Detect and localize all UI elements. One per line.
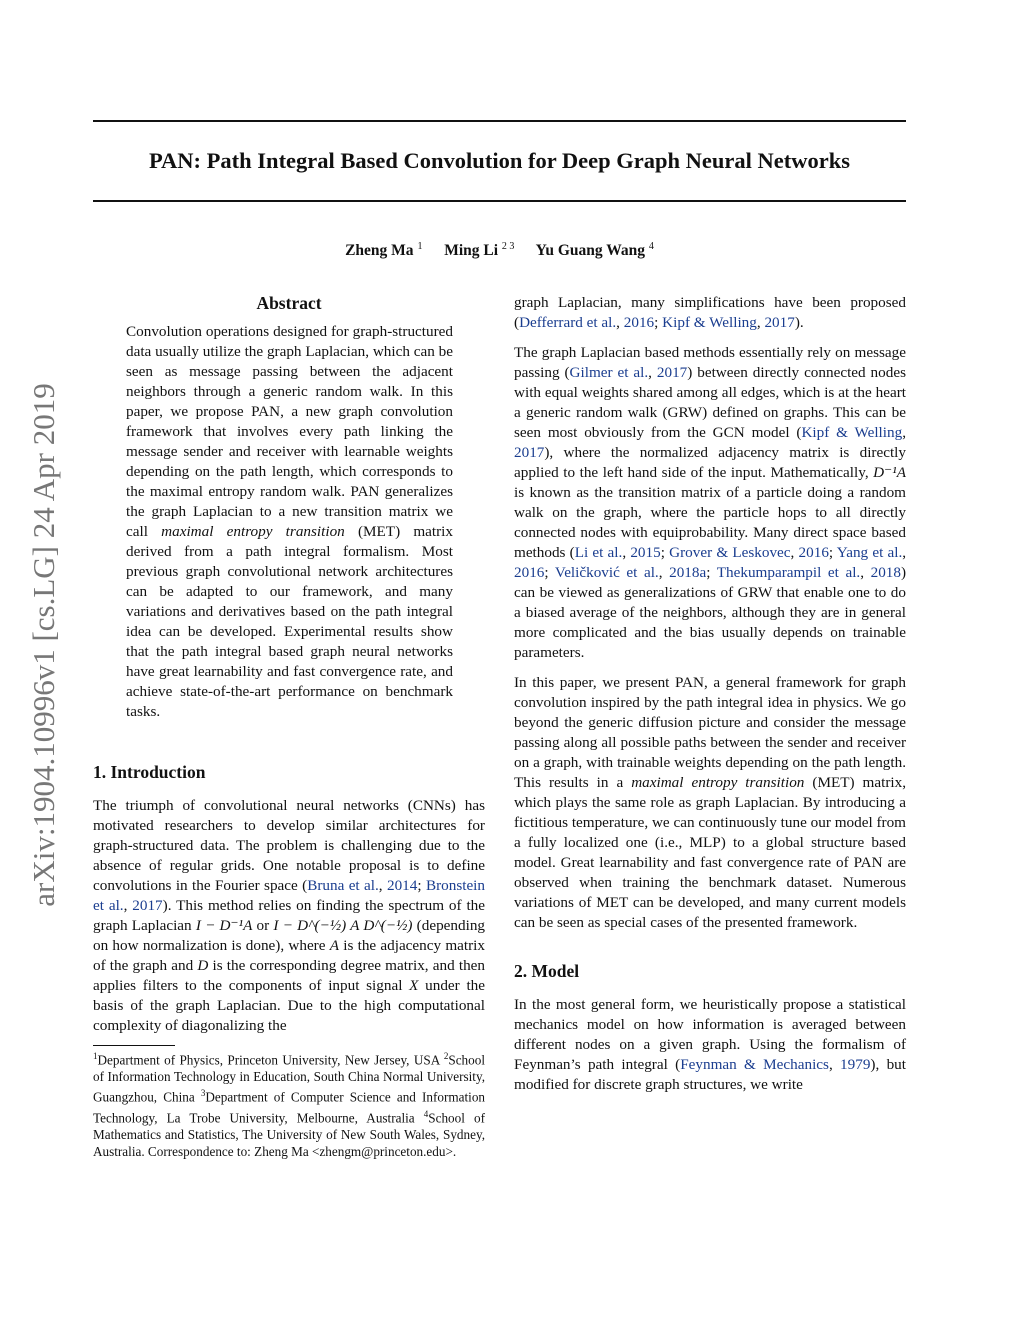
text-run: ) can be viewed as generalizations of GRW that enable one to do a biased average of the neighbors, although they are in general more complicated and the bias usually depends on trainable parameters. xyxy=(514,564,907,661)
text-run: , xyxy=(902,424,906,441)
abstract-text-part: (MET) matrix derived from a path integral formalism. Most previous graph convolutional network architectures can be adapted to our framework, and many variations and derivatives based on the path integral idea can be developed. Experimental results show that the path integral based graph neural networks have great learnability and fast convergence rate, and achieve state-of-the-art performance on benchmark tasks. xyxy=(126,523,453,720)
footnote-marker: 4 xyxy=(423,1108,429,1119)
body-paragraph xyxy=(514,995,906,1095)
text-run: is the adjacency matrix of the graph and xyxy=(93,937,485,974)
footnote-text: School of Mathematics and Statistics, The University of New South Wales, Sydney, Australia. Correspondence to: Zheng Ma <zhengm@princeton.edu>. xyxy=(93,1110,485,1160)
citation-link[interactable]: Bronstein et al. xyxy=(93,877,485,914)
abstract-heading: Abstract xyxy=(256,293,322,313)
citation-link[interactable]: 2017 xyxy=(764,314,795,331)
text-run: ), but modified for discrete graph structures, we write xyxy=(514,1056,906,1093)
body-paragraph xyxy=(514,343,906,663)
text-run: , xyxy=(756,314,765,331)
introduction-paragraph xyxy=(93,796,485,1036)
emphasis-text: maximal entropy transition xyxy=(631,774,805,791)
footnote-marker: 3 xyxy=(200,1088,206,1099)
citation-link[interactable]: Kipf & Welling xyxy=(801,424,903,441)
author-name: Yu Guang Wang xyxy=(535,242,646,260)
citation-link[interactable]: 1979 xyxy=(840,1056,871,1073)
citation-link[interactable]: Gilmer et al. xyxy=(569,364,649,381)
text-run: ). This method relies on finding the spectrum of the graph Laplacian xyxy=(93,897,486,934)
citation-link[interactable]: 2017 xyxy=(656,364,688,381)
equation: I − D^(−½) A D^(−½) xyxy=(273,917,413,934)
section-heading-introduction: 1. Introduction xyxy=(93,762,206,782)
citation-link[interactable]: 2016 xyxy=(623,314,655,331)
text-run: In the most general form, we heuristically propose a statistical mechanics model on how information is averaged between different nodes on a given graph. Using the formalism of Feynman’s path integral ( xyxy=(514,996,906,1073)
affiliation-footnote xyxy=(93,1048,485,1160)
text-run: ) between directly connected nodes with equal weights shared among all edges, which is at the heart a generic random walk (GRW) defined on graphs. This can be seen most obviously from the GCN model ( xyxy=(514,364,906,441)
text-run: ; xyxy=(654,314,663,331)
footnote-marker: 2 xyxy=(443,1051,449,1061)
paper-title: PAN: Path Integral Based Convolution for Deep Graph Neural Networks xyxy=(148,148,850,173)
text-run: ; xyxy=(828,544,837,561)
arxiv-stamp-text: arXiv:1904.10996v1 [cs.LG] 24 Apr 2019 xyxy=(26,383,61,907)
abstract-text xyxy=(126,322,453,722)
text-run: , xyxy=(658,564,670,581)
author-list xyxy=(93,236,906,262)
math-variable: D xyxy=(197,957,209,974)
right-column xyxy=(514,293,906,1095)
text-run: ), where the normalized adjacency matrix is directly applied to the left hand side of the input. Mathematically, xyxy=(514,444,906,481)
text-run: ; xyxy=(417,877,426,894)
citation-link[interactable]: 2017 xyxy=(132,897,163,914)
text-run: , xyxy=(828,1056,841,1073)
text-run: In this paper, we present PAN, a general framework for graph convolution inspired by the path integral idea in physics. We go beyond the generic diffusion picture and consider the message passing along all possible paths between the sender and receiver on a graph, with trainable weights depending on the path length. This results in a xyxy=(514,674,906,791)
text-run: , xyxy=(616,314,624,331)
left-column xyxy=(93,290,485,1036)
author-affiliation: 4 xyxy=(648,241,654,252)
text-run: (depending on how normalization is done), where xyxy=(93,917,486,954)
title-bottom-rule xyxy=(93,200,906,202)
text-run: , xyxy=(648,364,657,381)
text-run: , xyxy=(790,544,799,561)
citation-link[interactable]: 2017 xyxy=(514,444,545,461)
body-paragraph xyxy=(514,293,906,333)
text-run: under the basis of the graph Laplacian. Due to the high computational complexity of diagonalizing the xyxy=(93,977,485,1034)
footnote-text: Department of Computer Science and Information Technology, La Trobe University, Melbourne, Australia xyxy=(93,1089,486,1126)
citation-link[interactable]: Kipf & Welling xyxy=(662,314,757,331)
text-run: , xyxy=(860,564,871,581)
abstract-emphasis: maximal entropy transition xyxy=(161,523,345,540)
equation: I − D⁻¹A xyxy=(195,917,253,934)
author-affiliation: 2 3 xyxy=(501,241,515,252)
footnote-text: School of Information Technology in Education, South China Normal University, Guangzhou, China xyxy=(93,1052,485,1105)
author-affiliation: 1 xyxy=(417,241,423,252)
text-run: is the corresponding degree matrix, and then applies filters to the components of input signal xyxy=(93,957,485,994)
footnote-rule xyxy=(93,1045,175,1046)
title-top-rule xyxy=(93,120,906,122)
text-run: , xyxy=(902,544,907,561)
citation-link[interactable]: 2016 xyxy=(514,564,545,581)
text-run: , xyxy=(622,544,631,561)
citation-link[interactable]: Yang et al. xyxy=(836,544,903,561)
footnote-text: Department of Physics, Princeton University, New Jersey, USA xyxy=(97,1052,444,1068)
text-run: ; xyxy=(544,564,555,581)
citation-link[interactable]: 2018a xyxy=(669,564,707,581)
text-run: or xyxy=(252,917,274,934)
math-variable: A xyxy=(329,937,339,954)
abstract-text-part: Convolution operations designed for graph-structured data usually utilize the graph Laplacian, which can be seen as message passing between the adjacent neighbors through a generic random walk. In this paper, we propose PAN, a new graph convolution framework that involves every path linking the message sender and receiver with learnable weights depending on the path length, which corresponds to the maximal entropy random walk. PAN generalizes the graph Laplacian to a new transition matrix we call xyxy=(126,323,453,540)
citation-link[interactable]: Veličković et al. xyxy=(554,564,659,581)
author-name: Ming Li xyxy=(444,242,499,260)
text-run: graph Laplacian, many simplifications have been proposed ( xyxy=(514,294,906,331)
citation-link[interactable]: 2014 xyxy=(386,877,418,894)
citation-link[interactable]: Defferrard et al. xyxy=(519,314,617,331)
equation: D⁻¹A xyxy=(873,464,906,481)
citation-link[interactable]: 2016 xyxy=(798,544,829,561)
text-run: ; xyxy=(660,544,670,561)
footnote-marker: 1 xyxy=(93,1051,98,1061)
author-name: Zheng Ma xyxy=(345,242,414,260)
text-run: (MET) matrix, which plays the same role as graph Laplacian. By introducing a fictitious temperature, we can continuously tune our model from a fully localized one (i.e., MLP) to a global structure based model. Great learnability and fast convergence rate of PAN are observed when training the benchmark dataset. Numerous variations of MET can be developed, and many current models can be seen as special cases of the presented framework. xyxy=(514,774,906,931)
body-paragraph xyxy=(514,673,906,933)
text-run: , xyxy=(123,897,133,914)
text-run: ). xyxy=(794,314,804,331)
text-run: , xyxy=(378,877,387,894)
citation-link[interactable]: Bruna et al. xyxy=(307,877,379,894)
citation-link[interactable]: Li et al. xyxy=(574,544,623,561)
citation-link[interactable]: Thekumparampil et al. xyxy=(716,564,861,581)
math-variable: X xyxy=(409,977,419,994)
citation-link[interactable]: Feynman & Mechanics xyxy=(680,1056,829,1073)
citation-link[interactable]: 2018 xyxy=(870,564,901,581)
text-run: is known as the transition matrix of a particle doing a random walk on the graph, where the particle hops to all directly connected nodes with equiprobability. Many direct space based methods ( xyxy=(514,484,906,561)
text-run: The graph Laplacian based methods essentially rely on message passing ( xyxy=(514,344,906,381)
section-heading-model: 2. Model xyxy=(514,961,580,981)
citation-link[interactable]: Grover & Leskovec xyxy=(669,544,791,561)
text-run: The triumph of convolutional neural networks (CNNs) has motivated researchers to develop similar architectures for graph-structured data. The problem is challenging due to the absence of regular grids. One notable proposal is to define convolutions in the Fourier space ( xyxy=(93,797,485,894)
text-run: ; xyxy=(706,564,717,581)
citation-link[interactable]: 2015 xyxy=(630,544,661,561)
